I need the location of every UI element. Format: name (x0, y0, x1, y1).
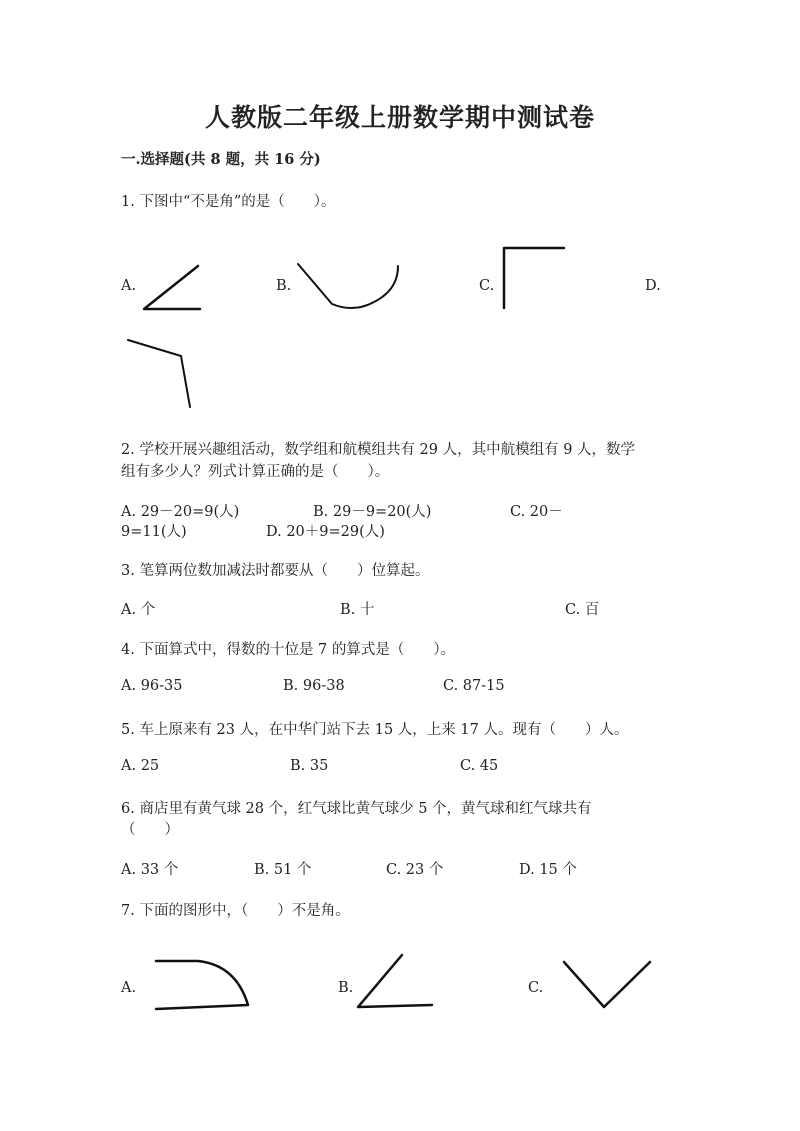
q6-option-c: C. 23 个 (386, 862, 444, 878)
question-6-line-2: （ ） (121, 822, 179, 838)
q5-option-c: C. 45 (460, 758, 499, 774)
q2-option-c-part-1: C. 20－ (510, 504, 563, 520)
q7-option-b-label: B. (338, 980, 354, 996)
q4-option-b: B. 96-38 (283, 678, 345, 694)
section-heading: 一.选择题(共 8 题，共 16 分) (121, 151, 321, 168)
question-7-text: 7. 下面的图形中，（ ）不是角。 (121, 903, 350, 919)
question-2-line-1: 2. 学校开展兴趣组活动，数学组和航模组共有 29 人，其中航模组有 9 人，数学 (121, 442, 636, 458)
q6-option-b: B. 51 个 (254, 862, 312, 878)
q2-option-c-part-2: 9=11(人) (121, 524, 187, 540)
question-6-line-1: 6. 商店里有黄气球 28 个，红气球比黄气球少 5 个，黄气球和红气球共有 (121, 801, 592, 817)
q1-option-b-curve-figure (294, 260, 404, 315)
q1-option-d-label: D. (645, 278, 661, 294)
q1-option-b-label: B. (276, 278, 292, 294)
q7-option-a-label: A. (121, 980, 137, 996)
q2-option-a: A. 29－20=9(人) (121, 504, 240, 520)
q3-option-b: B. 十 (340, 602, 375, 618)
q4-option-c: C. 87-15 (443, 678, 505, 694)
q7-option-b-angle-figure (352, 950, 436, 1012)
q1-option-d-angle-figure (124, 336, 196, 412)
q7-option-c-label: C. (528, 980, 544, 996)
q2-option-d: D. 20＋9=29(人) (266, 524, 385, 540)
page-title: 人教版二年级上册数学期中测试卷 (204, 103, 595, 132)
q7-option-c-angle-figure (560, 958, 656, 1012)
q3-option-c: C. 百 (565, 602, 600, 618)
q4-option-a: A. 96-35 (121, 678, 183, 694)
q1-option-a-label: A. (121, 278, 137, 294)
q3-option-a: A. 个 (121, 602, 156, 618)
q5-option-b: B. 35 (290, 758, 329, 774)
q6-option-d: D. 15 个 (519, 862, 577, 878)
q1-option-c-label: C. (479, 278, 495, 294)
question-3-text: 3. 笔算两位数加减法时都要从（ ）位算起。 (121, 563, 430, 579)
question-1-text: 1. 下图中“不是角”的是（ ）。 (121, 194, 336, 210)
question-5-text: 5. 车上原来有 23 人，在中华门站下去 15 人，上来 17 人。现有（ ）人。 (121, 722, 629, 738)
q1-option-c-angle-figure (500, 244, 568, 312)
q6-option-a: A. 33 个 (121, 862, 179, 878)
q5-option-a: A. 25 (121, 758, 160, 774)
q2-option-b: B. 29－9=20(人) (313, 504, 432, 520)
question-2-line-2: 组有多少人？列式计算正确的是（ ）。 (121, 464, 390, 480)
question-4-text: 4. 下面算式中，得数的十位是 7 的算式是（ ）。 (121, 642, 456, 658)
q1-option-a-angle-figure (140, 262, 204, 314)
q7-option-a-curve-figure (150, 955, 254, 1015)
